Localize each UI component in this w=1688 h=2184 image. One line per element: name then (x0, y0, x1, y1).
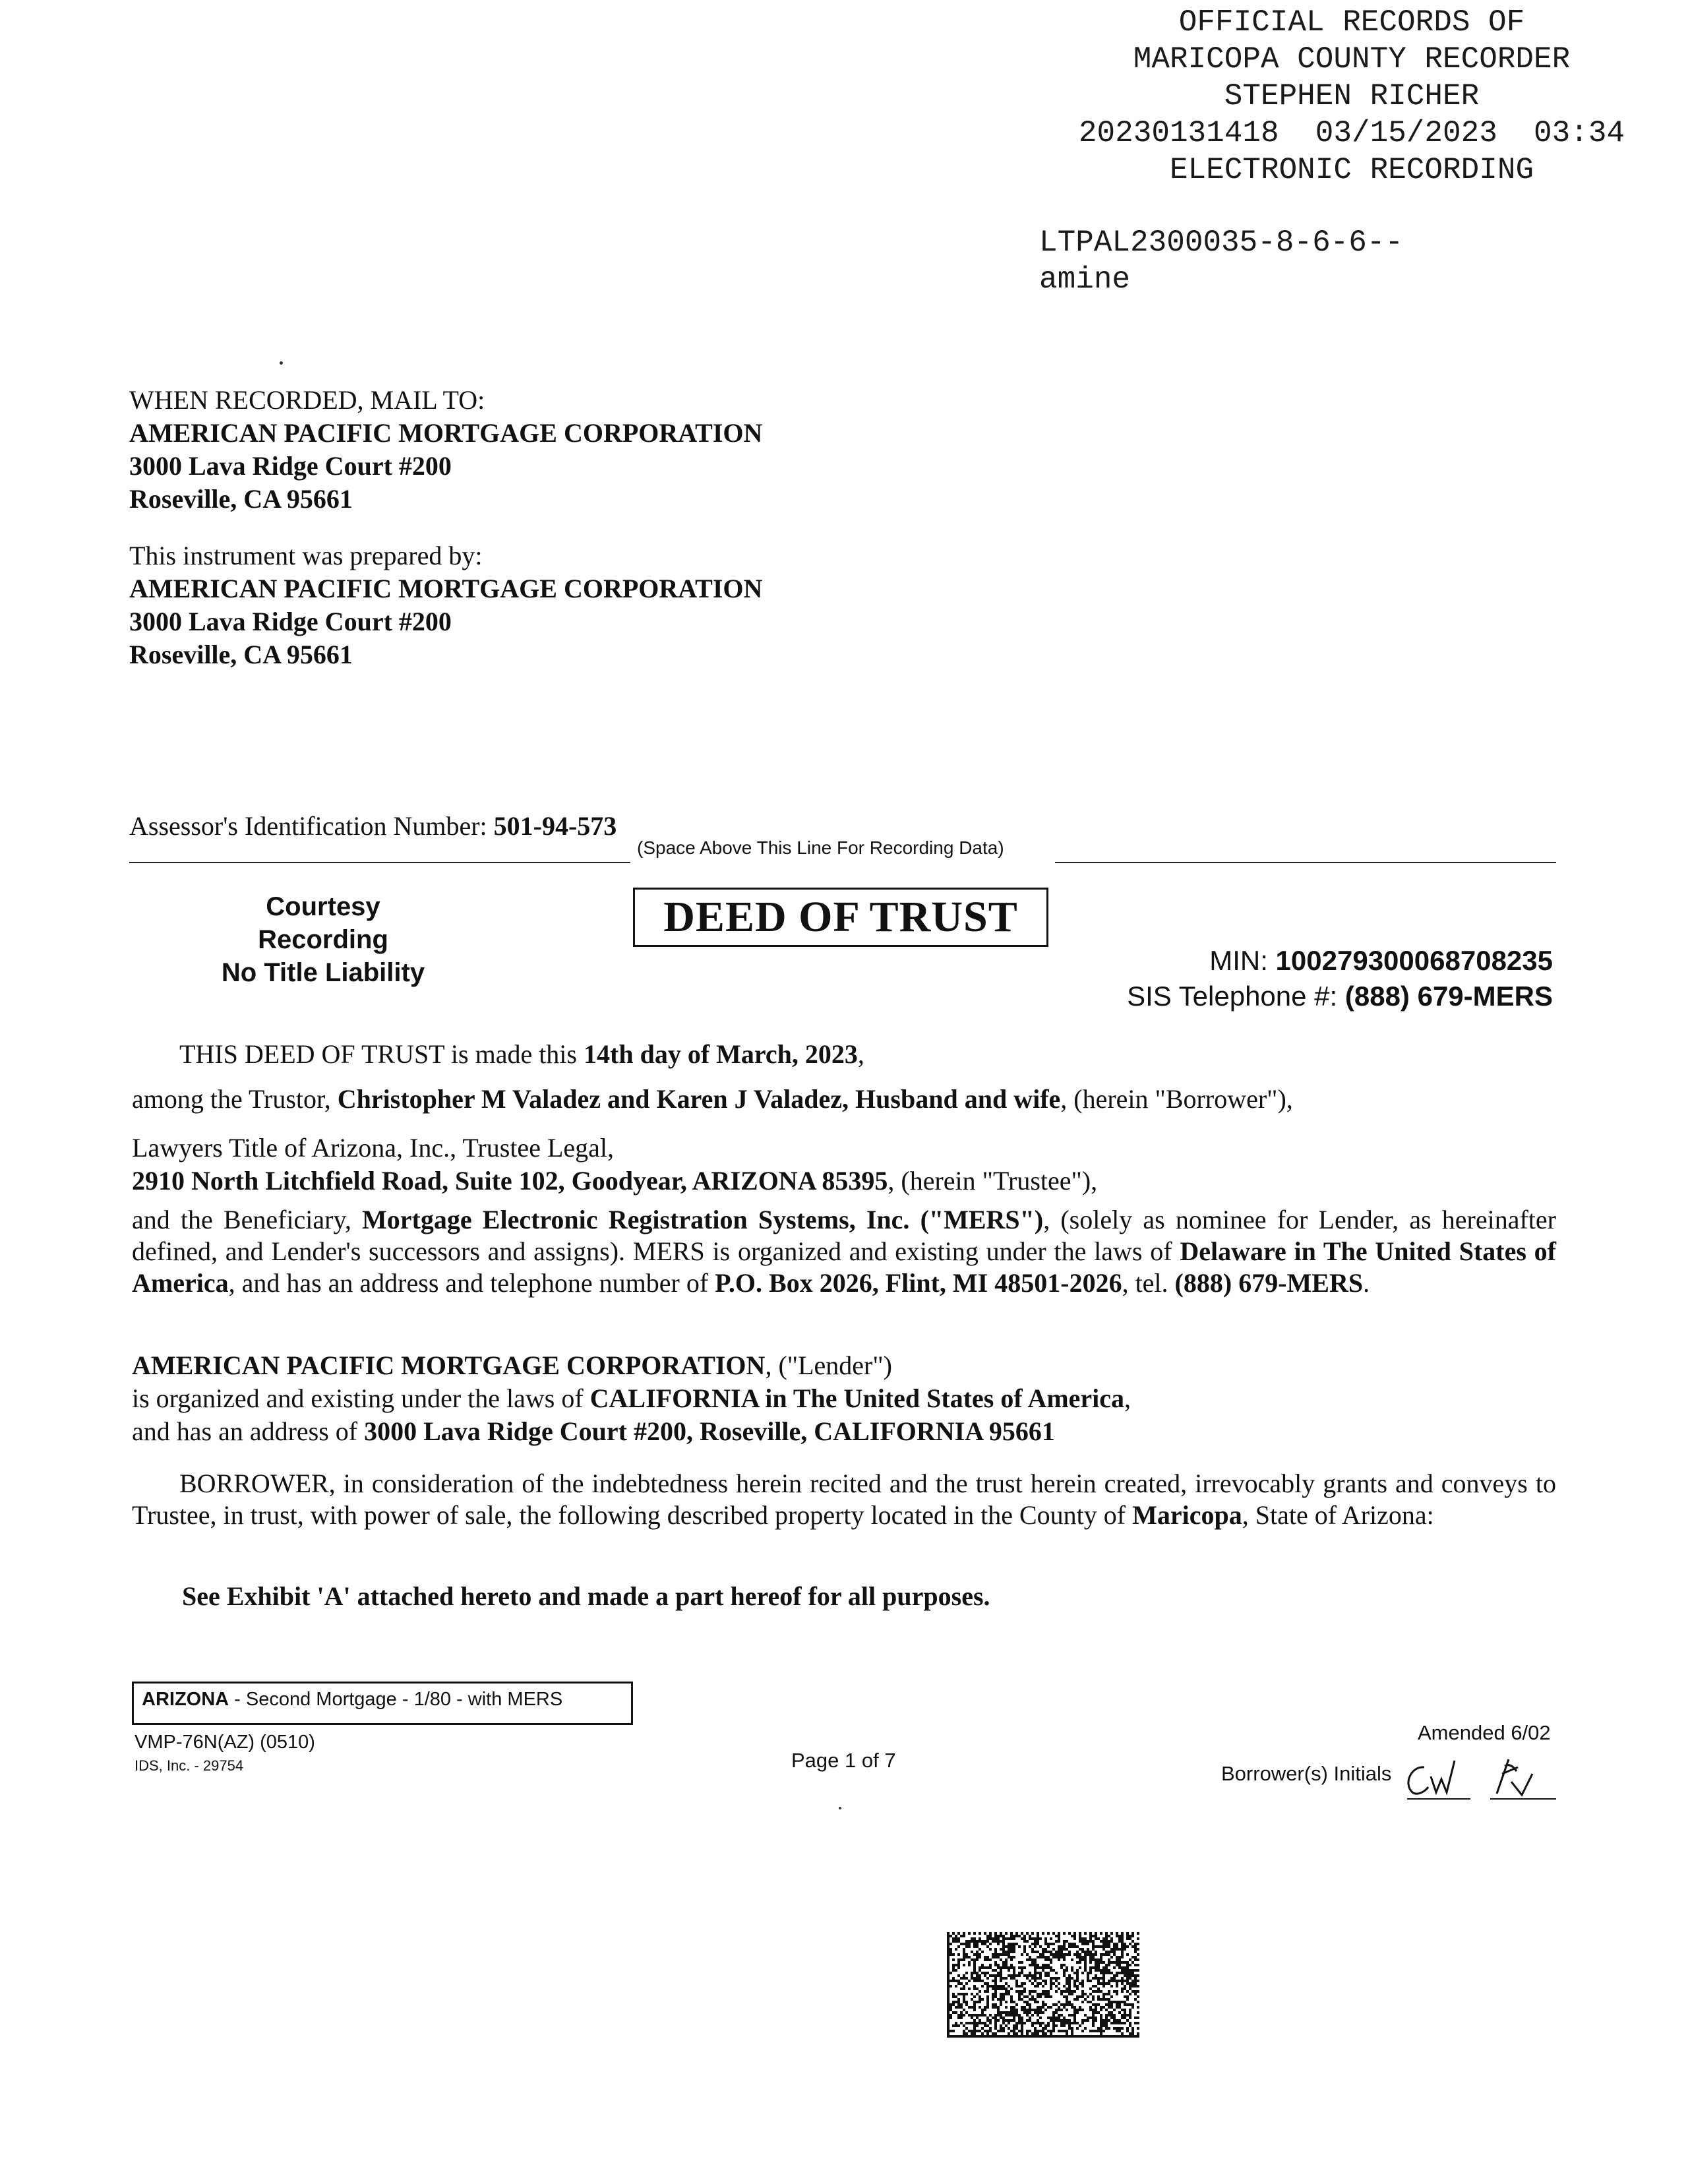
reference-block (1039, 224, 1403, 298)
form-description: - Second Mortgage - 1/80 - with MERS (229, 1689, 563, 1710)
made-paragraph (179, 1038, 864, 1071)
speck (839, 1807, 841, 1809)
recording-number-date: 20230131418 03/15/2023 03:34 (1078, 116, 1625, 150)
beneficiary-text: , tel. (1122, 1268, 1175, 1298)
courtesy-recording-stamp (198, 890, 448, 989)
page-number: Page 1 of 7 (791, 1749, 896, 1772)
document-title-box (633, 888, 1048, 947)
beneficiary-text: . (1363, 1268, 1370, 1298)
beneficiary-paragraph (132, 1204, 1556, 1299)
courtesy-line2: No Title Liability (221, 958, 425, 987)
form-codes (135, 1730, 315, 1778)
assessor-id (129, 810, 617, 843)
mail-to-block (129, 384, 762, 516)
beneficiary-text: , and has an address and telephone number of (228, 1268, 715, 1298)
recording-header-line: ELECTRONIC RECORDING (1169, 153, 1534, 187)
grant-paragraph (132, 1468, 1556, 1531)
deed-date: 14th day of March, 2023 (584, 1039, 858, 1069)
beneficiary-text: and the Beneficiary, (132, 1205, 363, 1234)
assessor-id-value: 501-94-573 (493, 811, 617, 841)
space-above-note: (Space Above This Line For Recording Data) (637, 837, 1004, 858)
mers-telephone: (888) 679-MERS (1174, 1268, 1364, 1298)
prepared-by-block (129, 539, 762, 671)
prepared-by-address1: 3000 Lava Ridge Court #200 (129, 607, 452, 636)
lender-addr-prefix: and has an address of (132, 1416, 365, 1446)
prepared-by-label: This instrument was prepared by: (129, 541, 483, 570)
trustee-paragraph (132, 1132, 1097, 1198)
trustor-suffix: , (herein "Borrower"), (1060, 1084, 1293, 1114)
trustee-suffix: , (herein "Trustee"), (888, 1166, 1098, 1196)
prepared-by-address2: Roseville, CA 95661 (129, 640, 353, 669)
grant-text: , State of Arizona: (1242, 1500, 1434, 1530)
min-block (1127, 943, 1553, 1014)
document-title: DEED OF TRUST (663, 893, 1018, 941)
mers-jurisdiction: Delaware in The United States of America (132, 1236, 1556, 1298)
beneficiary-name: Mortgage Electronic Registration Systems, Inc. ("MERS") (362, 1205, 1044, 1234)
grant-text: BORROWER, in consideration of the indebtedness herein recited and the trust herein created, irrevocably grants and conveys to Trustee, in trust, with power of sale, the following described property located in the County of (132, 1469, 1556, 1530)
amended-date: Amended 6/02 (1418, 1721, 1551, 1744)
min-label: MIN: (1209, 945, 1276, 976)
mers-address: P.O. Box 2026, Flint, MI 48501-2026 (715, 1268, 1122, 1298)
mail-to-name: AMERICAN PACIFIC MORTGAGE CORPORATION (129, 418, 763, 448)
min-value: 100279300068708235 (1275, 945, 1553, 976)
mail-to-address2: Roseville, CA 95661 (129, 484, 353, 514)
reference-user: amine (1039, 262, 1131, 297)
made-suffix: , (857, 1039, 864, 1069)
sis-value: (888) 679-MERS (1344, 981, 1553, 1012)
lender-org-suffix: , (1124, 1383, 1131, 1413)
document-barcode (947, 1932, 1139, 2038)
form-code: VMP-76N(AZ) (0510) (135, 1732, 315, 1753)
form-state: ARIZONA (142, 1689, 229, 1710)
lender-suffix: , ("Lender") (765, 1350, 892, 1380)
exhibit-reference: See Exhibit 'A' attached hereto and made a part hereof for all purposes. (182, 1581, 990, 1611)
recording-header-line: OFFICIAL RECORDS OF (1178, 5, 1525, 40)
property-county: Maricopa (1132, 1500, 1242, 1530)
reference-number: LTPAL2300035-8-6-6-- (1039, 226, 1404, 260)
borrower-initials-label: Borrower(s) Initials (1221, 1762, 1392, 1785)
recording-header (1029, 4, 1675, 189)
trustee-address: 2910 North Litchfield Road, Suite 102, Goodyear, ARIZONA 85395 (132, 1166, 888, 1196)
mail-to-label: WHEN RECORDED, MAIL TO: (129, 385, 485, 415)
lender-org-prefix: is organized and existing under the laws of (132, 1383, 590, 1413)
mail-to-address1: 3000 Lava Ridge Court #200 (129, 451, 452, 481)
recording-header-line: MARICOPA COUNTY RECORDER (1133, 42, 1571, 76)
lender-paragraph (132, 1349, 1131, 1448)
speck (280, 361, 283, 365)
sis-label: SIS Telephone #: (1127, 981, 1345, 1012)
recording-line-left (129, 862, 630, 863)
form-type-box (132, 1682, 633, 1725)
ids-code: IDS, Inc. - 29754 (135, 1757, 244, 1774)
courtesy-line1: Courtesy Recording (258, 892, 388, 954)
trustor-paragraph (132, 1083, 1293, 1116)
assessor-id-label: Assessor's Identification Number: (129, 811, 494, 841)
lender-address: 3000 Lava Ridge Court #200, Roseville, CALIFORNIA 95661 (364, 1416, 1055, 1446)
lender-name: AMERICAN PACIFIC MORTGAGE CORPORATION (132, 1350, 766, 1380)
lender-jurisdiction: CALIFORNIA in The United States of America (589, 1383, 1125, 1413)
recording-header-line: STEPHEN RICHER (1224, 79, 1480, 113)
borrower-initials-signature (1398, 1747, 1569, 1807)
recording-line-right (1055, 862, 1556, 863)
beneficiary-text: , (solely as nominee for Lender, as hereinafter defined, and Lender's successors and assigns). MERS is organized and existing under the laws of (132, 1205, 1556, 1266)
trustee-name: Lawyers Title of Arizona, Inc., Trustee Legal, (132, 1133, 614, 1163)
borrower-names: Christopher M Valadez and Karen J Valadez, Husband and wife (337, 1084, 1061, 1114)
prepared-by-name: AMERICAN PACIFIC MORTGAGE CORPORATION (129, 574, 763, 603)
trustor-prefix: among the Trustor, (132, 1084, 338, 1114)
made-prefix: THIS DEED OF TRUST is made this (179, 1039, 584, 1069)
